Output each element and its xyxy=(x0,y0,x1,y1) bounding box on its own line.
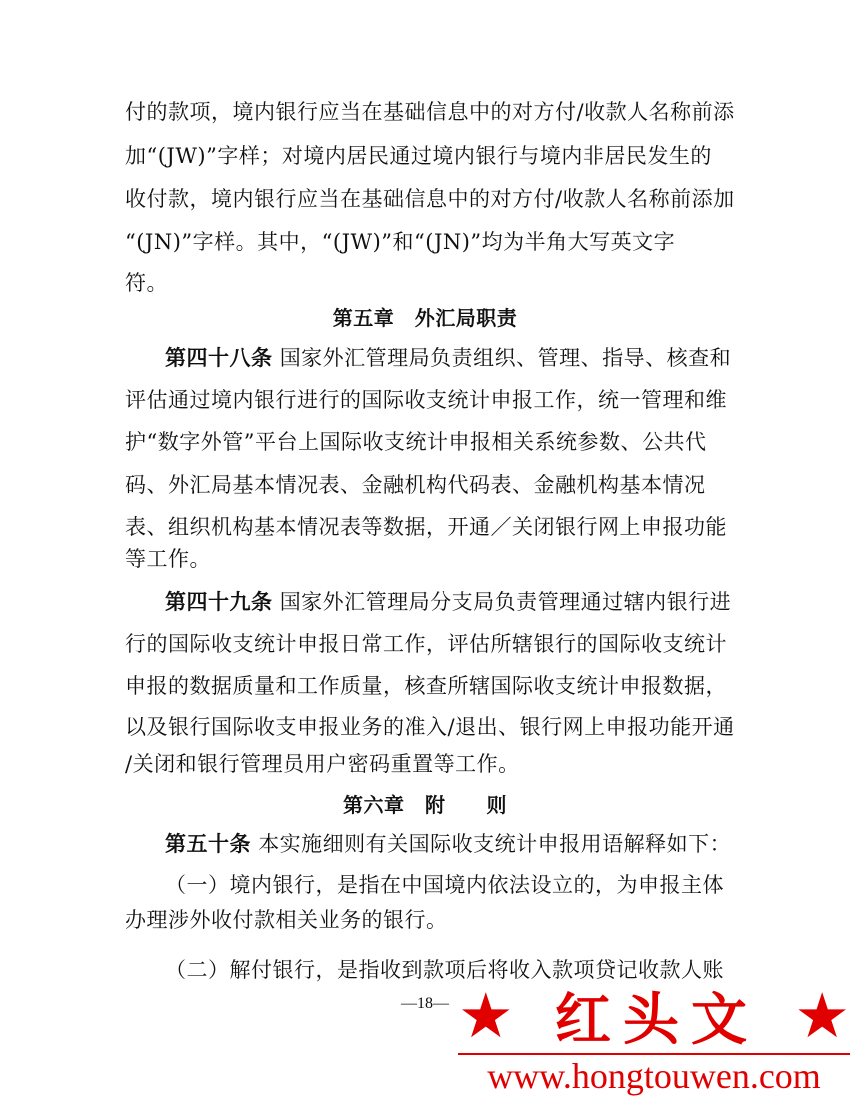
star-icon: ★ xyxy=(458,979,514,1052)
list-item-line: （二）解付银行，是指收到款项后将收入款项贷记收款人账 xyxy=(165,958,724,982)
watermark-text: 红头文 xyxy=(555,988,759,1053)
paragraph-line: “(JN)”字样。其中，“(JW)”和“(JN)”均为半角大写英文字 xyxy=(125,230,676,254)
paragraph-line: 以及银行国际收支申报业务的准入/退出、银行网上申报功能开通 xyxy=(125,715,735,739)
article-text: 本实施细则有关国际收支统计申报用语解释如下： xyxy=(258,832,732,856)
article-48-line xyxy=(165,343,735,373)
list-item-line: （一）境内银行，是指在中国境内依法设立的，为申报主体 xyxy=(165,873,724,897)
paragraph-line: /关闭和银行管理员用户密码重置等工作。 xyxy=(125,752,520,776)
page-number: —18— xyxy=(401,995,449,1012)
paragraph-line: 收付款，境内银行应当在基础信息中的对方付/收款人名称前添加 xyxy=(125,187,735,211)
paragraph-line: 加“(JW)”字样；对境内居民通过境内银行与境内非居民发生的 xyxy=(125,144,712,168)
paragraph-line: 符。 xyxy=(125,271,168,295)
watermark xyxy=(458,980,850,1100)
watermark-title xyxy=(458,980,850,1052)
chapter-heading: 第六章 附 则 xyxy=(343,793,507,817)
paragraph-line: 申报的数据质量和工作质量，核查所辖国际收支统计申报数据， xyxy=(125,674,727,698)
paragraph-line: 评估通过境内银行进行的国际收支统计申报工作，统一管理和维 xyxy=(125,388,727,412)
paragraph-line: 行的国际收支统计申报日常工作，评估所辖银行的国际收支统计 xyxy=(125,632,727,656)
article-label: 第五十条 xyxy=(165,831,251,856)
paragraph-line: 付的款项，境内银行应当在基础信息中的对方付/收款人名称前添 xyxy=(125,100,735,124)
watermark-rule xyxy=(458,1053,850,1055)
article-label: 第四十九条 xyxy=(165,589,273,614)
article-text: 国家外汇管理局负责组织、管理、指导、核查和 xyxy=(279,346,732,370)
paragraph-line: 表、组织机构基本情况表等数据，开通／关闭银行网上申报功能 xyxy=(125,515,727,539)
chapter-heading: 第五章 外汇局职责 xyxy=(332,306,518,330)
article-label: 第四十八条 xyxy=(165,345,273,370)
article-50-line xyxy=(165,829,735,859)
paragraph-line: 等工作。 xyxy=(125,547,211,571)
paragraph-line: 办理涉外收付款相关业务的银行。 xyxy=(125,908,448,932)
paragraph-line: 码、外汇局基本情况表、金融机构代码表、金融机构基本情况 xyxy=(125,473,706,497)
paragraph-line: 护“数字外管”平台上国际收支统计申报相关系统参数、公共代 xyxy=(125,430,707,454)
watermark-url: www.hongtouwen.com xyxy=(487,1056,821,1096)
star-icon: ★ xyxy=(794,979,850,1052)
article-text: 国家外汇管理局分支局负责管理通过辖内银行进 xyxy=(279,590,732,614)
article-49-line xyxy=(165,587,735,617)
